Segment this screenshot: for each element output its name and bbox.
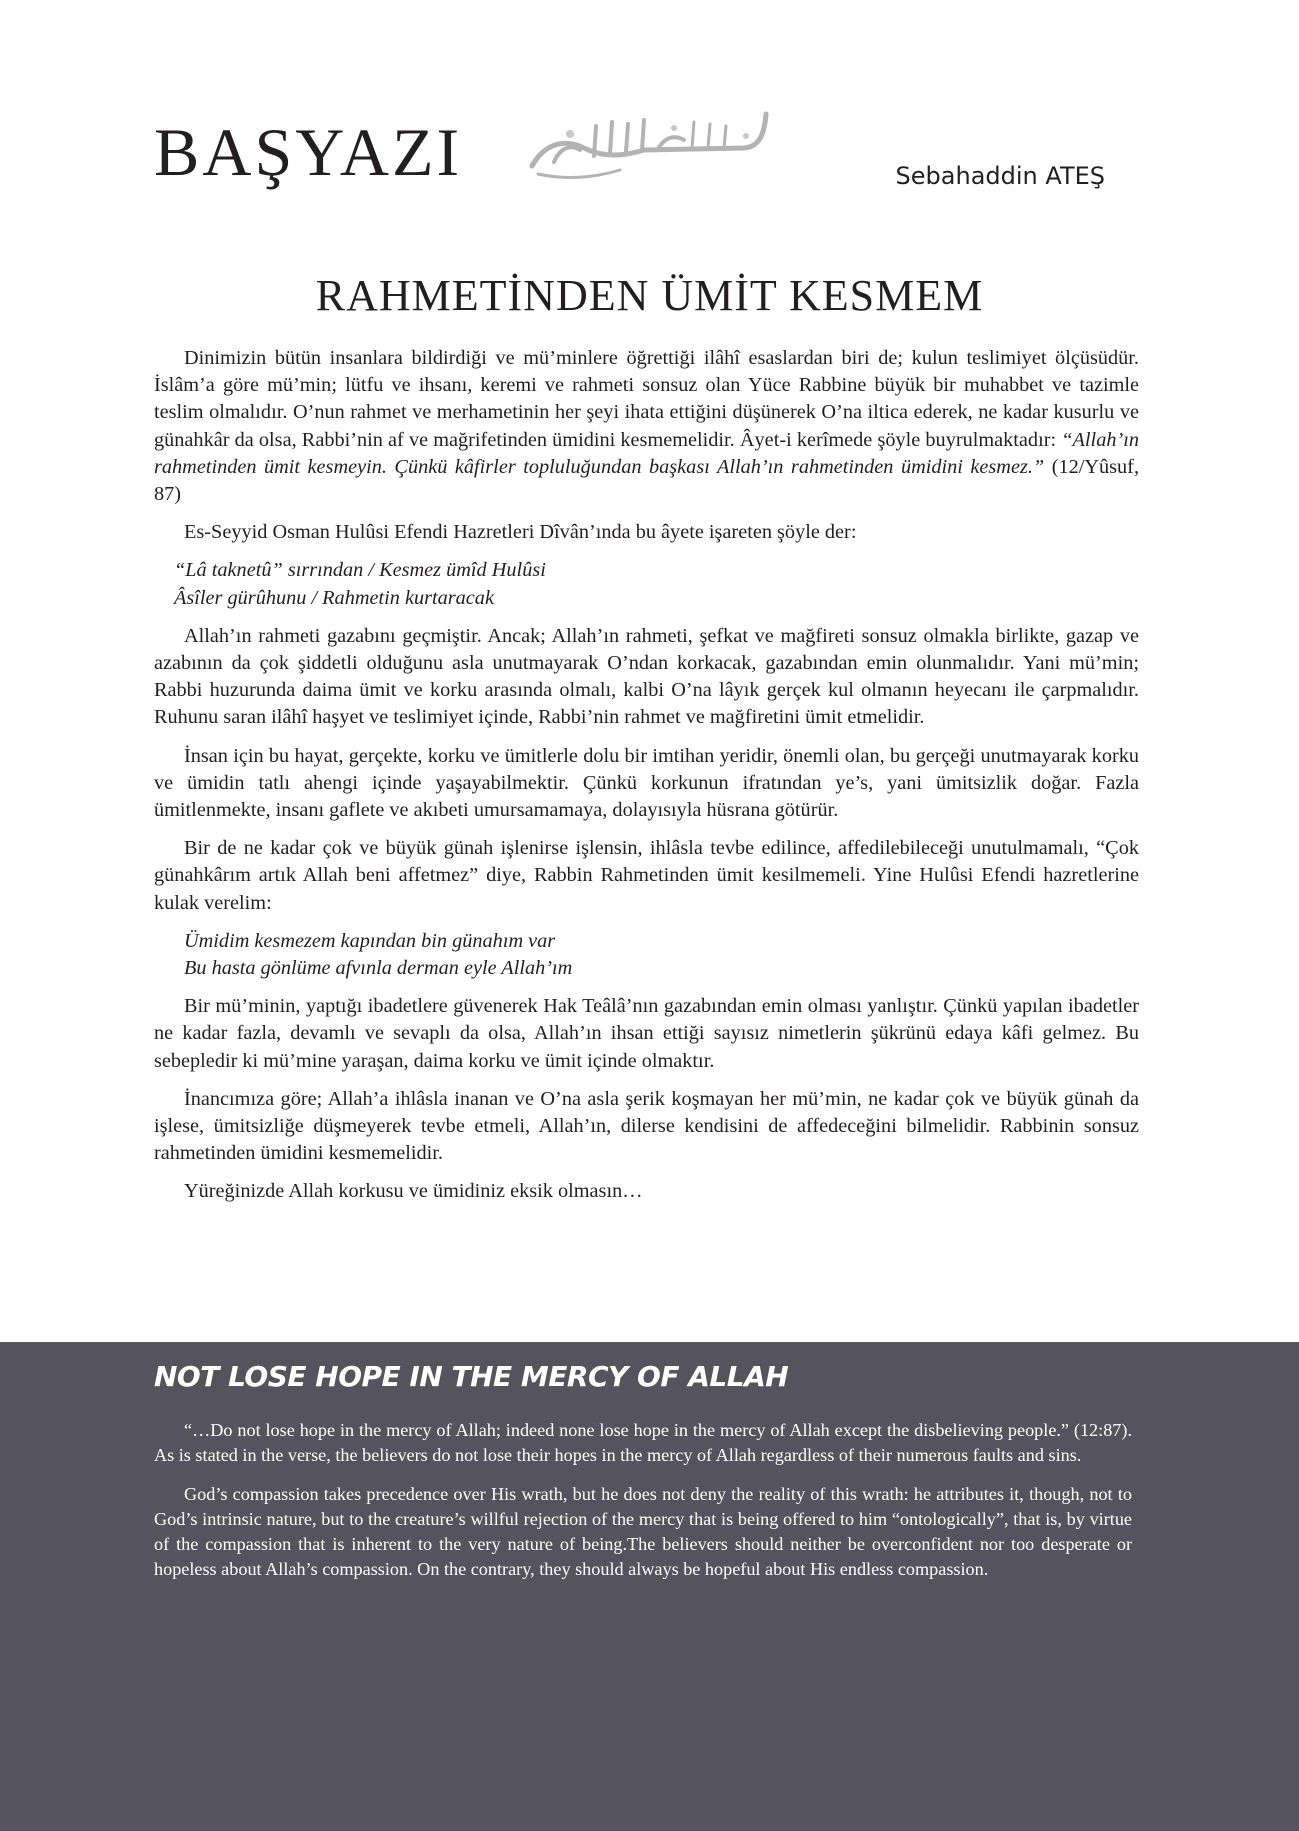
verse-quote: “Allah’ın rahmetinden ümit kesmeyin. Çünkü kâfirler topluluğundan başkası Allah’ın rahmetinden ümidini kesmez.” [154, 428, 1139, 478]
poem-1 [154, 557, 1139, 611]
verse-reference: (12/Yûsuf, 87) [154, 455, 1140, 506]
poem-1-line-1: “Lâ taknetû” sırrından / Kesmez ümîd Hulûsi [174, 559, 546, 582]
poem-2 [154, 928, 1139, 982]
english-title: NOT LOSE HOPE IN THE MERCY OF ALLAH [154, 1360, 789, 1393]
author-name: Sebahaddin ATEŞ [895, 162, 1105, 190]
paragraph-3: Allah’ın rahmeti gazabını geçmiştir. Ancak; Allah’ın rahmeti, şefkat ve mağfireti sonsuz olmakla birlikte, gazap ve azabının da çok şiddetli olduğunu asla unutmayarak O’ndan korkacak, gazabından emin olunmalıdır. Yani mü’min; Rabbi huzurunda daima ümit ve korku arasında olmalı, kalbi O’na lâyık gerçek kul olmanın heyecanı ile çarpmalıdır. Ruhunu saran ilâhî haşyet ve teslimiyet içinde, Rabbi’nin rahmet ve mağfiretini ümit etmelidir. [154, 624, 1139, 729]
page-header [0, 0, 1299, 230]
paragraph-2: Es-Seyyid Osman Hulûsi Efendi Hazretleri Dîvân’ında bu âyete işareten şöyle der: [184, 521, 857, 544]
paragraph-4: İnsan için bu hayat, gerçekte, korku ve ümitlerle dolu bir imtihan yeridir, önemli olan, bu gerçeği unutmayarak korku ve ümidin tatlı ahengi içinde yaşayabilmektir. Çünkü korkunun ifratından ye’s, yani ümitsizlik doğar. Fazla ümitlenmekte, insanı gaflete ve akıbeti umursamamaya, dolayısıyla hüsrana götürür. [154, 744, 1139, 822]
english-summary-body [154, 1418, 1132, 1596]
paragraph-5: Bir de ne kadar çok ve büyük günah işlenirse işlensin, ihlâsla tevbe edilince, affedilebileceği unutulmamalı, “Çok günahkârım artık Allah beni affetmez” diye, Rabbin Rahmetinden ümit kesilmemeli. Yine Hulûsi Efendi hazretlerine kulak verelim: [154, 837, 1139, 914]
paragraph-1 [154, 345, 1139, 508]
paragraph-7: İnancımıza göre; Allah’a ihlâsla inanan ve O’na asla şerik koşmayan her mü’min, ne kadar çok ve büyük günah da işlese, ümitsizliğe düşmeyerek tevbe etmeli, Allah’ın, dilerse kendisini de affedeceğini bilmelidir. Rabbinin sonsuz rahmetinden ümidini kesmemelidir. [154, 1087, 1139, 1165]
section-title: BAŞYAZI [154, 114, 463, 190]
paragraph-1-text: Dinimizin bütün insanlara bildirdiği ve mü’minlere öğrettiği ilâhî esaslardan biri de; kulun teslimiyet ölçüsüdür. İslâm’a göre mü’min; lütfu ve ihsanı, keremi ve rahmeti sonsuz olan Yüce Rabbine büyük bir muhabbet ve tazimle teslim olmalıdır. O’nun rahmet ve merhametinin her şeyi ihata ettiğini düşünerek O’na iltica ederek, ne kadar kusurlu ve günahkâr da olsa, Rabbi’nin af ve mağrifetinden ümidini kesmemelidir. Âyet-i kerîmede şöyle buyrulmaktadır: [154, 347, 1139, 451]
basmala-calligraphy-icon [524, 104, 770, 184]
poem-2-line-2: Bu hasta gönlüme afvınla derman eyle Allah’ım [184, 957, 573, 980]
paragraph-6: Bir mü’minin, yaptığı ibadetlere güvenerek Hak Teâlâ’nın gazabından emin olması yanlıştır. Çünkü yapılan ibadetler ne kadar fazla, devamlı ve sevaplı da olsa, Allah’ın ihsan ettiği sayısız nimetlerin şükrünü edaya kâfi gelmez. Bu sebepledir ki mü’mine yaraşan, daima korku ve ümit içinde olmaktır. [154, 995, 1139, 1072]
article-body [154, 345, 1139, 1206]
article-title: RAHMETİNDEN ÜMİT KESMEM [315, 271, 984, 320]
english-paragraph-2: God’s compassion takes precedence over His wrath, but he does not deny the reality of this wrath: he attributes it, though, not to God’s intrinsic nature, but to the creature’s willful rejection of the mercy that is being offered to him “ontologically”, that is, by virtue of the compassion that is inherent to the very nature of being.The believers should neither be overconfident nor too desperate or hopeless about Allah’s compassion. On the contrary, they should always be hopeful about His endless compassion. [154, 1484, 1132, 1579]
english-paragraph-1: “…Do not lose hope in the mercy of Allah; indeed none lose hope in the mercy of Allah except the disbelieving people.” (12:87). As is stated in the verse, the believers do not lose their hopes in the mercy of Allah regardless of their numerous faults and sins. [154, 1420, 1132, 1465]
paragraph-8: Yüreğinizde Allah korkusu ve ümidiniz eksik olmasın… [184, 1180, 643, 1203]
poem-2-line-1: Ümidim kesmezem kapından bin günahım var [184, 929, 556, 952]
poem-1-line-2: Âsîler gürûhunu / Rahmetin kurtaracak [174, 586, 494, 609]
